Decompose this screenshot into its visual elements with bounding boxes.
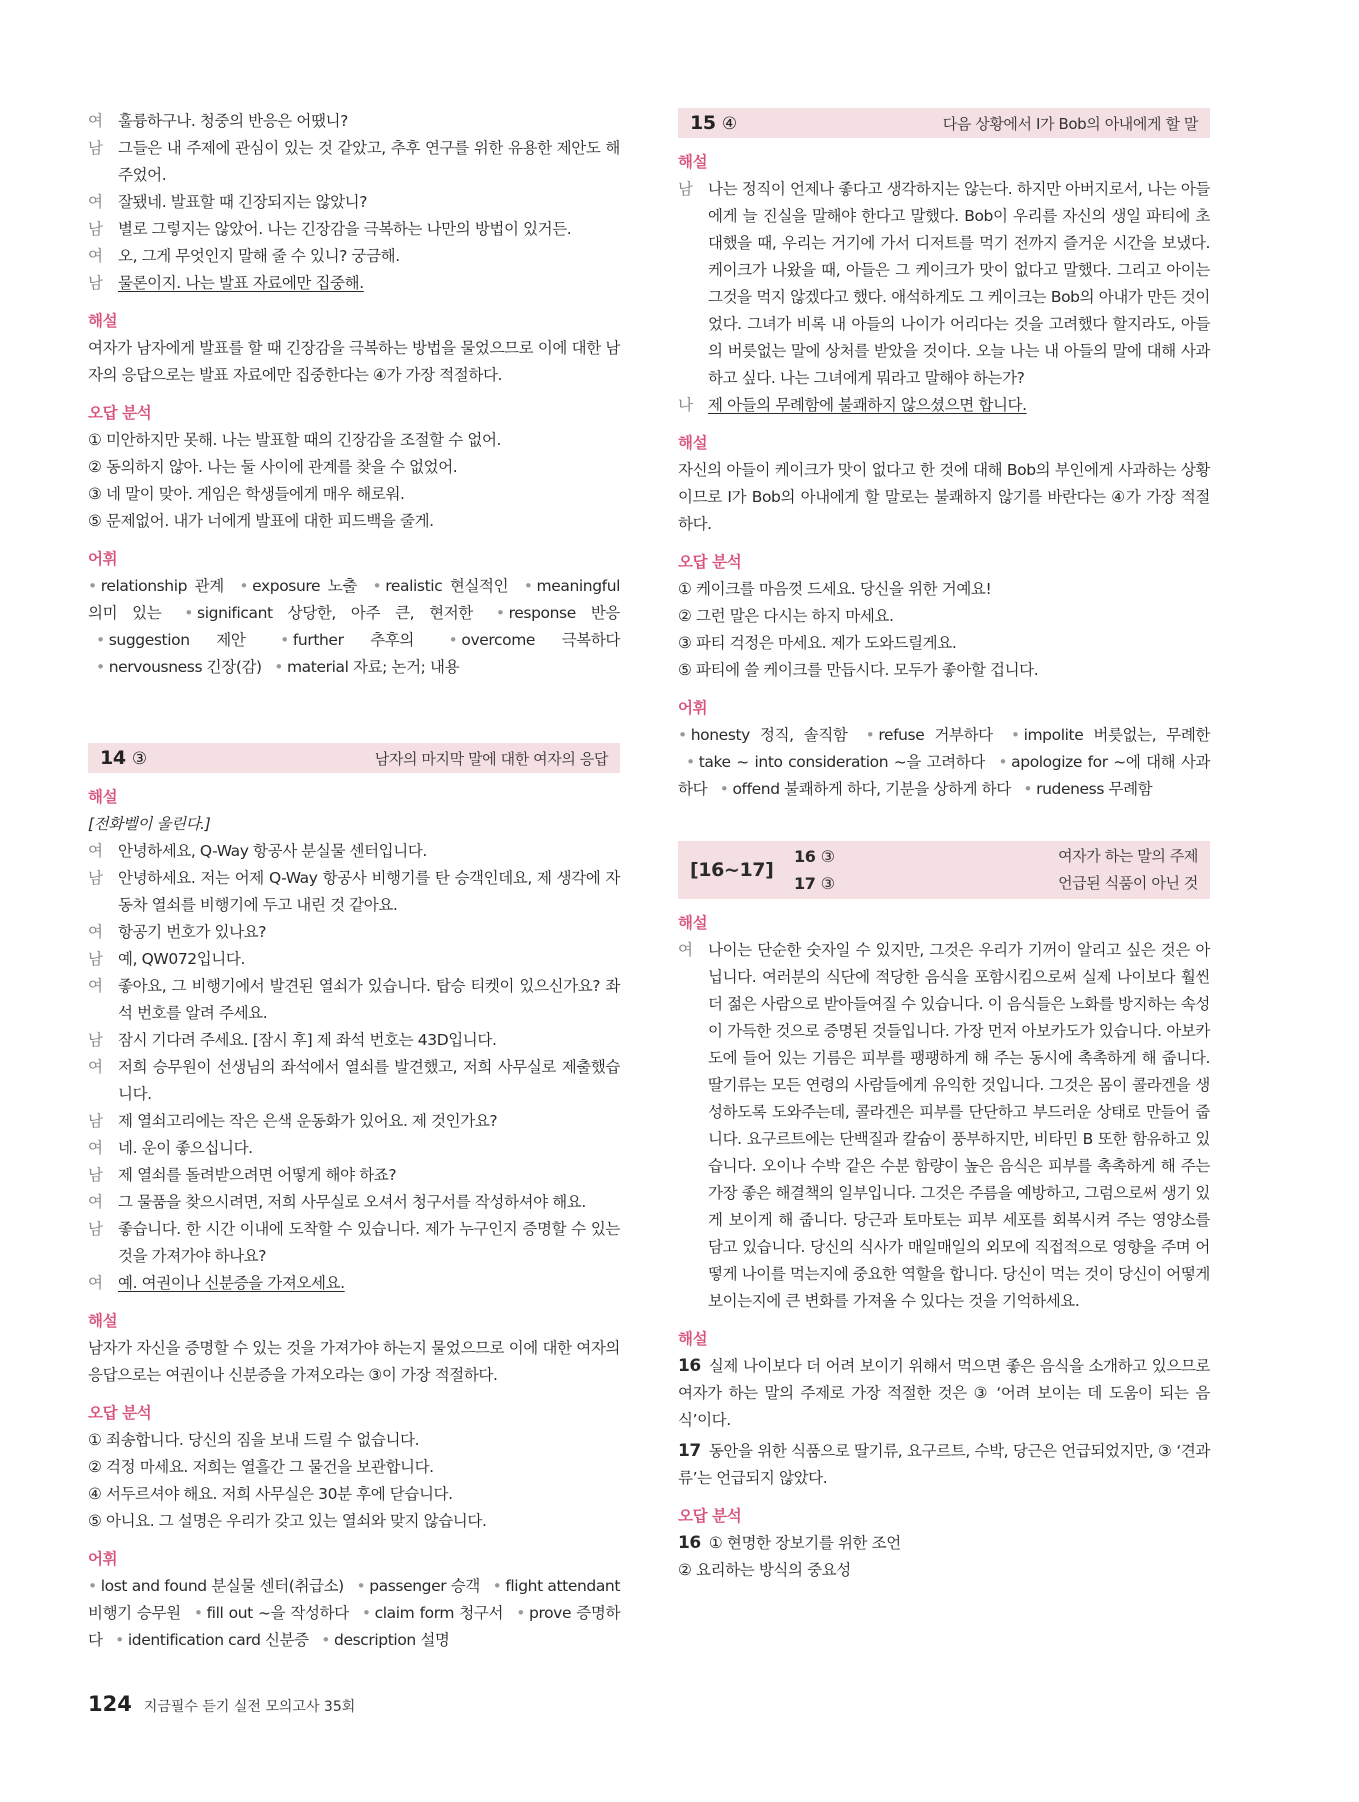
option-item: ⑤ 파티에 쓸 케이크를 만듭시다. 모두가 좋아할 겁니다.: [678, 661, 1039, 679]
haeseol-label: 해설: [678, 1330, 708, 1348]
vocab-item: overcome 극복하다: [461, 631, 620, 649]
utterance: 그들은 내 주제에 관심이 있는 것 같았고, 추후 연구를 위한 유용한 제안도 해 주었어.: [118, 139, 620, 184]
vocab-item: take ~ into consideration ~을 고려하다: [698, 753, 985, 771]
utterance: 그 물품을 찾으시려면, 저희 사무실로 오셔서 청구서를 작성하셔야 해요.: [118, 1193, 586, 1211]
vocab-label: 어휘: [88, 1550, 118, 1568]
bullet-icon: •: [280, 631, 289, 649]
vocab-item: material 자료; 논거; 내용: [286, 658, 460, 676]
vocab-item: further 추후의: [292, 631, 414, 649]
vocab-item: claim form 청구서: [374, 1604, 504, 1622]
option-item: ② 그런 말은 다시는 하지 마세요.: [678, 607, 894, 625]
dialog-line: [88, 1135, 620, 1162]
speaker: 여: [88, 923, 103, 941]
utterance: 잠시 기다려 주세요. [잠시 후] 제 좌석 번호는 43D입니다.: [118, 1031, 497, 1049]
option-item: ① 미안하지만 못해. 나는 발표할 때의 긴장감을 조절할 수 없어.: [88, 431, 502, 449]
vocab-item: passenger 승객: [369, 1577, 480, 1595]
option-item: ⑤ 문제없어. 내가 너에게 발표에 대한 피드백을 줄게.: [88, 512, 434, 530]
speaker: 여: [88, 193, 103, 211]
dialog-line: [88, 270, 620, 297]
speaker: 여: [88, 247, 103, 265]
monologue-text: 나는 정직이 언제나 좋다고 생각하지는 않는다. 하지만 아버지로서, 나는 아들에게 늘 진실을 말해야 한다고 말했다. Bob이 우리를 자신의 생일 파티에 초대했을 때, 우리는 거기에 가서 디저트를 먹기 전까지 즐거운 시간을 보냈다. 케이크가 나왔을 때, 아들은 그 케이크가 맛이 없다고 말했다. 그리고 아이는 그것을 먹지 않겠다고 했다. 애석하게도 그 케이크는 Bob의 아내가 만든 것이었다. 그녀가 비록 내 아들의 나이가 어리다는 것을 고려했다 할지라도, 아들의 버릇없는 말에 상처를 받았을 것이다. 오늘 나는 내 아들의 말에 대해 사과하고 싶다. 나는 그녀에게 뭐라고 말해야 하는가?: [708, 180, 1210, 387]
dialog-line: [88, 1270, 620, 1297]
odap-16: 16 ① 현명한 장보기를 위한 조언: [678, 1533, 901, 1553]
speaker: 여: [88, 1139, 103, 1157]
speaker: 여: [88, 1193, 103, 1211]
vocab-item: description 설명: [334, 1631, 450, 1649]
speaker: 나: [678, 396, 693, 414]
vocab-item: nervousness 긴장(감): [108, 658, 262, 676]
haeseol-label: 해설: [88, 788, 118, 806]
speaker: 남: [88, 1166, 103, 1184]
bullet-icon: •: [96, 658, 105, 676]
question-number: 15 ④: [690, 112, 737, 134]
bullet-icon: •: [274, 658, 283, 676]
bullet-icon: •: [88, 1577, 97, 1595]
vocab-item: exposure 노출: [252, 577, 357, 595]
vocab-item: flight attendant 비행기 승무원: [88, 1577, 621, 1622]
dialog-14: [88, 838, 620, 1297]
option-item: ② 걱정 마세요. 저희는 열흘간 그 물건을 보관합니다.: [88, 1458, 434, 1476]
speaker: 남: [678, 180, 693, 198]
vocab-item: relationship 관계: [100, 577, 224, 595]
haeseol-14: 남자가 자신을 증명할 수 있는 것을 가져가야 하는지 물었으므로 이에 대한 여자의 응답으로는 여권이나 신분증을 가져오라는 ③이 가장 적절하다.: [88, 1339, 620, 1384]
page-number: 124: [88, 1692, 132, 1716]
vocab-item: rudeness 무례함: [1036, 780, 1153, 798]
answer-text: 제 아들의 무례함에 불쾌하지 않으셨으면 합니다.: [708, 396, 1027, 414]
question-14-header: [88, 743, 620, 773]
vocab-item: honesty 정직, 솔직함: [690, 726, 848, 744]
vocab-item: offend 불쾌하게 하다, 기분을 상하게 하다: [732, 780, 1011, 798]
option-item: ③ 파티 걱정은 마세요. 제가 도와드릴게요.: [678, 634, 957, 652]
vocab-item: impolite 버릇없는, 무례한: [1023, 726, 1211, 744]
option-item: ① 케이크를 마음껏 드세요. 당신을 위한 거예요!: [678, 580, 992, 598]
bullet-icon: •: [239, 577, 249, 595]
vocab-item: refuse 거부하다: [878, 726, 993, 744]
speaker: 여: [678, 941, 693, 959]
speaker: 남: [88, 869, 103, 887]
book-title: 지금필수 듣기 실전 모의고사 35회: [143, 1699, 356, 1715]
speaker: 남: [88, 139, 103, 157]
speaker: 여: [88, 842, 103, 860]
bullet-icon: •: [516, 1604, 526, 1622]
dialog-line: [88, 189, 620, 216]
question-15-header: [678, 108, 1210, 138]
dialog-line: [88, 973, 620, 1027]
monologue-16-17: [678, 937, 1210, 1315]
option-item: ⑤ 아니요. 그 설명은 우리가 갖고 있는 열쇠와 맞지 않습니다.: [88, 1512, 487, 1530]
vocab-item: significant 상당한, 아주 큰, 현저한: [197, 604, 473, 622]
bullet-icon: •: [492, 1577, 502, 1595]
utterance: 좋아요, 그 비행기에서 발견된 열쇠가 있습니다. 탑승 티켓이 있으신가요? 좌석 번호를 알려 주세요.: [118, 977, 620, 1022]
haeseol-label: 해설: [678, 153, 708, 171]
answer-text: 예. 여권이나 신분증을 가져오세요.: [118, 1274, 345, 1292]
speaker: 남: [88, 1031, 103, 1049]
speaker: 여: [88, 1058, 103, 1076]
dialog-line: [88, 1054, 620, 1108]
question-number: 14 ③: [100, 747, 147, 769]
vocab-item: identification card 신분증: [127, 1631, 309, 1649]
haeseol-label: 해설: [678, 434, 708, 452]
bullet-icon: •: [361, 1604, 371, 1622]
option-item: ④ 서두르셔야 해요. 저희 사무실은 30분 후에 닫습니다.: [88, 1485, 453, 1503]
dialog-line: [88, 838, 620, 865]
bullet-icon: •: [678, 726, 687, 744]
utterance: 예, QW072입니다.: [118, 950, 245, 968]
utterance: 오, 그게 무엇인지 말해 줄 수 있니? 궁금해.: [118, 247, 400, 265]
odap-label: 오답 분석: [678, 553, 742, 571]
bullet-icon: •: [1023, 780, 1033, 798]
question-topic: 남자의 마지막 말에 대한 여자의 응답: [374, 749, 608, 768]
bullet-icon: •: [448, 631, 458, 649]
vocab-label: 어휘: [678, 699, 708, 717]
monologue-text: 나이는 단순한 숫자일 수 있지만, 그것은 우리가 기꺼이 알리고 싶은 것은 아닙니다. 여러분의 식단에 적당한 음식을 포함시킴으로써 실제 나이보다 훨씬 더 젊은 사람으로 받아들여질 수 있습니다. 이 음식들은 노화를 방지하는 속성이 가득한 것으로 증명된 것들입니다. 가장 먼저 아보카도가 있습니다. 아보카도에 들어 있는 기름은 피부를 팽팽하게 해 주는 동시에 촉촉하게 해 줍니다. 딸기류는 모든 연령의 사람들에게 유익한 것입니다. 그것은 몸이 콜라겐을 생성하도록 도와주는데, 콜라겐은 피부를 단단하고 부드러운 상태로 만들어 줍니다. 요구르트에는 단백질과 칼슘이 풍부하지만, 비타민 B 또한 함유하고 있습니다. 오이나 수박 같은 수분 함량이 높은 음식은 피부를 촉촉하게 해 주는 가장 좋은 해결책의 일부입니다. 그것은 주름을 예방하고, 그럼으로써 생기 있게 보이게 해 줍니다. 당근과 토마토는 피부 세포를 회복시켜 주는 영양소를 담고 있습니다. 당신의 식사가 매일매일의 외모에 직접적으로 영향을 주며 어떻게 나이를 먹는지에 중요한 역할을 합니다. 당신이 먹는 것이 당신이 어떻게 보이는지에 큰 변화를 가져올 수 있다는 것을 기억하세요.: [708, 941, 1210, 1310]
monologue-15: [678, 176, 1210, 392]
question-16-17-header: [678, 841, 1210, 899]
speaker: 여: [88, 977, 103, 995]
bullet-icon: •: [184, 604, 194, 622]
odap-15: [678, 576, 1210, 684]
bullet-icon: •: [372, 577, 382, 595]
vocab-item: response 반응: [508, 604, 620, 622]
utterance: 안녕하세요. 저는 어제 Q-Way 항공사 비행기를 탄 승객인데요, 제 생각에 자동차 열쇠를 비행기에 두고 내린 것 같아요.: [118, 869, 620, 914]
question-range: [16~17]: [690, 859, 774, 881]
dialog-line: [88, 865, 620, 919]
vocab-item: apologize for ~에 대해 사과하다: [678, 753, 1210, 798]
bullet-icon: •: [193, 1604, 203, 1622]
haeseol-label: 해설: [678, 914, 708, 932]
utterance: 잘됐네. 발표할 때 긴장되지는 않았니?: [118, 193, 368, 211]
utterance: 항공기 번호가 있나요?: [118, 923, 267, 941]
haeseol-13: 여자가 남자에게 발표를 할 때 긴장감을 극복하는 방법을 물었으므로 이에 대한 남자의 응답으로는 발표 자료에만 집중한다는 ④가 가장 적절하다.: [88, 339, 620, 384]
dialog-line: [88, 1027, 620, 1054]
haeseol-label: 해설: [88, 1312, 118, 1330]
odap-label: 오답 분석: [88, 1404, 152, 1422]
bullet-icon: •: [686, 753, 695, 771]
haeseol-16: 16 실제 나이보다 더 어려 보이기 위해서 먹으면 좋은 음식을 소개하고 있으므로 여자가 하는 말의 주제로 가장 적절한 것은 ③ ‘어려 보이는 데 도움이 되는 음식’이다.: [678, 1356, 1210, 1429]
left-column: [88, 108, 620, 1654]
odap-14: [88, 1427, 620, 1535]
bullet-icon: •: [1010, 726, 1020, 744]
page-footer: [88, 1692, 355, 1716]
odap-label: 오답 분석: [678, 1507, 742, 1525]
dialog-line: [88, 1108, 620, 1135]
speaker: 남: [88, 220, 103, 238]
dialog-line: [88, 108, 620, 135]
utterance: 제 열쇠를 돌려받으려면 어떻게 해야 하죠?: [118, 1166, 397, 1184]
utterance: 별로 그렇지는 않았어. 나는 긴장감을 극복하는 나만의 방법이 있거든.: [118, 220, 572, 238]
utterance: 안녕하세요, Q-Way 항공사 분실물 센터입니다.: [118, 842, 427, 860]
vocab-item: lost and found 분실물 센터(취급소): [100, 1577, 344, 1595]
dialog-line: [88, 135, 620, 189]
utterance: 훌륭하구나. 청중의 반응은 어땠니?: [118, 112, 348, 130]
speaker: 남: [88, 1220, 103, 1238]
haeseol-15: 자신의 아들이 케이크가 맛이 없다고 한 것에 대해 Bob의 부인에게 사과하는 상황이므로 I가 Bob의 아내에게 할 말로는 불쾌하지 않기를 바란다는 ④가 가장 적절하다.: [678, 461, 1210, 533]
vocab-item: suggestion 제안: [108, 631, 246, 649]
answer-15: [678, 392, 1210, 419]
bullet-icon: •: [865, 726, 875, 744]
dialog-line: [88, 946, 620, 973]
vocab-14: [88, 1573, 620, 1654]
answer-text: 물론이지. 나는 발표 자료에만 집중해.: [118, 274, 364, 292]
utterance: 제 열쇠고리에는 작은 은색 운동화가 있어요. 제 것인가요?: [118, 1112, 498, 1130]
option-item: ③ 네 말이 맞아. 게임은 학생들에게 매우 해로워.: [88, 485, 405, 503]
bullet-icon: •: [321, 1631, 331, 1649]
vocab-item: meaningful 의미 있는: [88, 577, 621, 622]
haeseol-17: 17 동안을 위한 식품으로 딸기류, 요구르트, 수박, 당근은 언급되었지만, ③ ‘견과류’는 언급되지 않았다.: [678, 1441, 1210, 1487]
dialog-13: [88, 108, 620, 297]
utterance: 저희 승무원이 선생님의 좌석에서 열쇠를 발견했고, 저희 사무실로 제출했습니다.: [118, 1058, 620, 1103]
vocab-label: 어휘: [88, 550, 118, 568]
vocab-15: [678, 722, 1210, 803]
bullet-icon: •: [356, 1577, 366, 1595]
question-16-row: 16 ③ 여자가 하는 말의 주제: [794, 847, 1198, 866]
bullet-icon: •: [719, 780, 729, 798]
question-topic: 다음 상황에서 I가 Bob의 아내에게 할 말: [942, 114, 1198, 133]
bullet-icon: •: [495, 604, 505, 622]
vocab-13: [88, 573, 620, 681]
speaker: 남: [88, 274, 103, 292]
bullet-icon: •: [998, 753, 1008, 771]
right-column: [678, 108, 1210, 1584]
bullet-icon: •: [96, 631, 105, 649]
utterance: 네. 운이 좋으십니다.: [118, 1139, 253, 1157]
odap-label: 오답 분석: [88, 404, 152, 422]
utterance: 좋습니다. 한 시간 이내에 도착할 수 있습니다. 제가 누구인지 증명할 수 있는 것을 가져가야 하나요?: [118, 1220, 620, 1265]
dialog-line: [88, 216, 620, 243]
dialog-line: [88, 919, 620, 946]
bullet-icon: •: [88, 577, 97, 595]
utterance: [118, 1270, 620, 1297]
utterance: [118, 270, 620, 297]
speaker: 여: [88, 112, 103, 130]
bullet-icon: •: [523, 577, 533, 595]
vocab-item: fill out ~을 작성하다: [206, 1604, 349, 1622]
speaker: 남: [88, 1112, 103, 1130]
option-item: ① 죄송합니다. 당신의 짐을 보내 드릴 수 없습니다.: [88, 1431, 420, 1449]
dialog-line: [88, 1189, 620, 1216]
option-item: ② 동의하지 않아. 나는 둘 사이에 관계를 찾을 수 없었어.: [88, 458, 458, 476]
question-17-row: 17 ③ 언급된 식품이 아닌 것: [794, 874, 1198, 893]
haeseol-label: 해설: [88, 312, 118, 330]
vocab-item: realistic 현실적인: [385, 577, 509, 595]
scene-direction: [전화벨이 울린다.]: [88, 815, 211, 833]
odap-13: [88, 427, 620, 535]
vocab-item: prove 증명하다: [88, 1604, 621, 1649]
dialog-line: [88, 243, 620, 270]
dialog-line: [88, 1216, 620, 1270]
speaker: 여: [88, 1274, 103, 1292]
odap-16-item: ② 요리하는 방식의 중요성: [678, 1561, 851, 1579]
bullet-icon: •: [115, 1631, 124, 1649]
dialog-line: [88, 1162, 620, 1189]
speaker: 남: [88, 950, 103, 968]
